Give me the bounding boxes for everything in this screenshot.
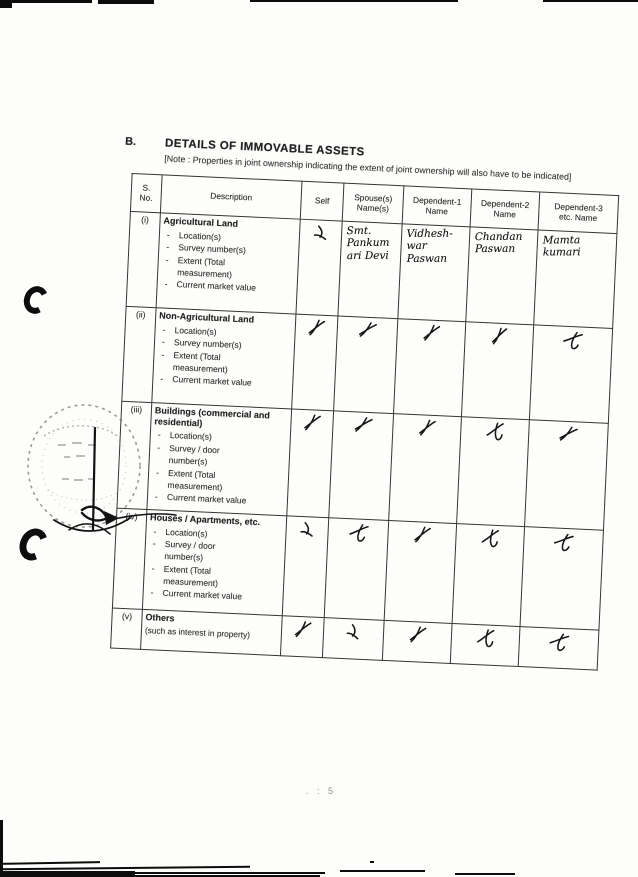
description-item-label: Survey / door number(s) [168, 442, 220, 467]
bullet-dash: - [150, 587, 154, 598]
description-item-label: Current market value [176, 279, 257, 293]
bullet-dash: - [157, 429, 161, 441]
value-cell [466, 227, 538, 325]
description-item-label: Location(s) [174, 324, 217, 337]
binder-hole-mark [20, 283, 51, 317]
nil-slash-mark [488, 325, 511, 348]
value-cell [338, 221, 402, 319]
section-letter: B. [124, 135, 137, 149]
description-item-label: Survey / door number(s) [164, 538, 216, 564]
description-item-label: Extent (Total measurement) [172, 349, 228, 375]
row-serial-number: (v) [111, 608, 143, 649]
dependent1-name-handwritten [405, 227, 466, 265]
description-item-label: Survey number(s) [173, 337, 242, 351]
value-cell [525, 420, 609, 530]
nil-slash-mark [555, 422, 581, 448]
value-cell [452, 523, 524, 626]
handwritten-line: Paswan [474, 243, 516, 256]
nil-squiggle-mark [341, 620, 366, 645]
description-subtitle: (such as interest in property) [144, 624, 251, 640]
scan-edge-artifact [0, 0, 12, 8]
bullet-dash: - [151, 563, 155, 574]
description-item-label: Location(s) [165, 526, 208, 539]
nil-slash-mark [483, 420, 506, 443]
nil-slash-mark [350, 413, 375, 438]
value-cell [287, 409, 334, 518]
value-cell [389, 413, 462, 523]
description-item-label: Survey number(s) [178, 242, 247, 256]
bullet-dash: - [155, 466, 160, 478]
description-item-label: Extent (Total measurement) [177, 254, 233, 280]
stamp-signature-area [14, 392, 184, 564]
row-description [156, 213, 300, 314]
row-serial-number: (iii) [117, 401, 152, 509]
value-cell [280, 616, 324, 658]
row-serial-number: (i) [126, 211, 160, 307]
dependent3-name-handwritten [541, 234, 613, 259]
value-cell [324, 518, 388, 621]
description-title: Others [145, 611, 175, 624]
handwritten-line: Vidhesh- [406, 227, 453, 240]
signature-blot [104, 511, 119, 525]
table-body [111, 211, 617, 670]
value-cell [529, 325, 612, 423]
joint-ownership-note: [Note : Properties in joint ownership indicating the extent of joint ownership will also have to be indicated] [164, 153, 572, 182]
value-cell [322, 618, 384, 661]
bullet-dash: - [162, 324, 166, 335]
value-cell [292, 314, 338, 411]
bullet-dash: - [154, 491, 159, 502]
scan-edge-artifact [455, 873, 515, 875]
description-item-label: Current market value [166, 492, 247, 506]
description-item-label: Current market value [172, 374, 252, 388]
bullet-dash: - [157, 442, 161, 453]
col-header-0: S. No. [130, 173, 162, 212]
nil-slash-mark [301, 412, 324, 435]
scan-edge-artifact [370, 861, 374, 863]
page-title: DETAILS OF IMMOVABLE ASSETS [164, 137, 365, 159]
bullet-dash: - [152, 538, 156, 549]
description-item-label: Location(s) [169, 430, 213, 443]
handwritten-line: Mamta [542, 234, 581, 247]
value-cell [384, 520, 456, 623]
description-title: Non-Agricultural Land [159, 310, 255, 325]
nil-slash-mark [559, 327, 585, 353]
scan-edge-artifact [0, 861, 100, 865]
nil-slash-mark [406, 624, 429, 647]
description-item-label: Extent (Total measurement) [167, 467, 223, 493]
scan-edge-artifact [135, 872, 325, 874]
col-header-5: Dependent-2 Name [470, 189, 540, 230]
value-cell [398, 224, 470, 322]
value-cell [394, 319, 466, 417]
bullet-dash: - [164, 278, 168, 289]
value-cell [450, 623, 520, 666]
handwritten-line: ari Devi [346, 249, 389, 262]
handwritten-line: Smt. [346, 224, 372, 237]
handwritten-line: Paswan [406, 252, 448, 265]
value-cell [457, 417, 530, 527]
scan-edge-artifact [340, 870, 425, 872]
nil-slash-mark [546, 629, 572, 655]
description-title: Agricultural Land [163, 215, 239, 229]
value-cell [296, 219, 342, 316]
description-item-label: Location(s) [178, 229, 222, 242]
col-header-3: Spouse(s) Name(s) [342, 183, 404, 224]
description-item-label: Extent (Total measurement) [162, 563, 219, 589]
nil-slash-mark [305, 317, 328, 340]
scan-edge-artifact [0, 866, 250, 871]
nil-slash-mark [474, 627, 497, 650]
description-title: Houses / Apartments, etc. [149, 512, 261, 528]
col-header-6: Dependent-3 etc. Name [538, 192, 619, 234]
nil-slash-mark [478, 527, 501, 550]
bullet-dash: - [160, 373, 164, 384]
round-ink-stamp [14, 392, 184, 564]
scan-edge-artifact [250, 0, 458, 2]
value-cell [382, 620, 452, 663]
handwritten-line: Pankum [346, 237, 390, 250]
scan-edge-artifact [98, 0, 154, 4]
bullet-dash: - [161, 349, 165, 360]
nil-slash-mark [355, 318, 380, 343]
row-description [141, 609, 283, 655]
spouse-name-handwritten [345, 225, 398, 262]
illegible-stamp-text [58, 442, 96, 481]
value-cell [520, 527, 603, 630]
handwritten-line: war [406, 240, 427, 253]
bullet-dash: - [153, 526, 157, 537]
scan-edge-artifact [0, 0, 92, 3]
value-cell [534, 230, 617, 328]
nil-squiggle-mark [296, 519, 319, 542]
nil-slash-mark [420, 322, 443, 345]
dependent2-name-handwritten [473, 231, 534, 256]
row-serial-number: (iv) [112, 508, 147, 609]
value-cell [461, 322, 533, 420]
page-number: . : 5 [306, 786, 337, 796]
nil-slash-mark [345, 520, 370, 545]
value-cell [282, 516, 328, 618]
value-cell [329, 411, 394, 521]
row-serial-number: (ii) [122, 306, 156, 402]
nil-slash-mark [550, 529, 576, 555]
nil-slash-mark [291, 619, 314, 642]
nil-slash-mark [411, 524, 434, 547]
bullet-dash: - [165, 254, 169, 265]
handwritten-line: Chandan [474, 230, 523, 243]
bullet-dash: - [166, 241, 170, 252]
handwritten-line: kumari [542, 246, 581, 259]
value-cell [518, 626, 599, 670]
bullet-dash: - [166, 229, 171, 240]
bullet-dash: - [161, 336, 166, 347]
nil-slash-mark [415, 417, 438, 440]
scan-edge-artifact [543, 0, 638, 2]
immovable-assets-table [110, 173, 619, 671]
col-header-1: Description [160, 175, 302, 219]
description-item-label: Current market value [162, 588, 243, 602]
nil-squiggle-mark [309, 222, 332, 245]
col-header-2: Self [300, 181, 344, 221]
value-cell [334, 316, 398, 414]
description-title: Buildings (commercial and residential) [154, 405, 271, 429]
col-header-4: Dependent-1 Name [402, 186, 472, 227]
